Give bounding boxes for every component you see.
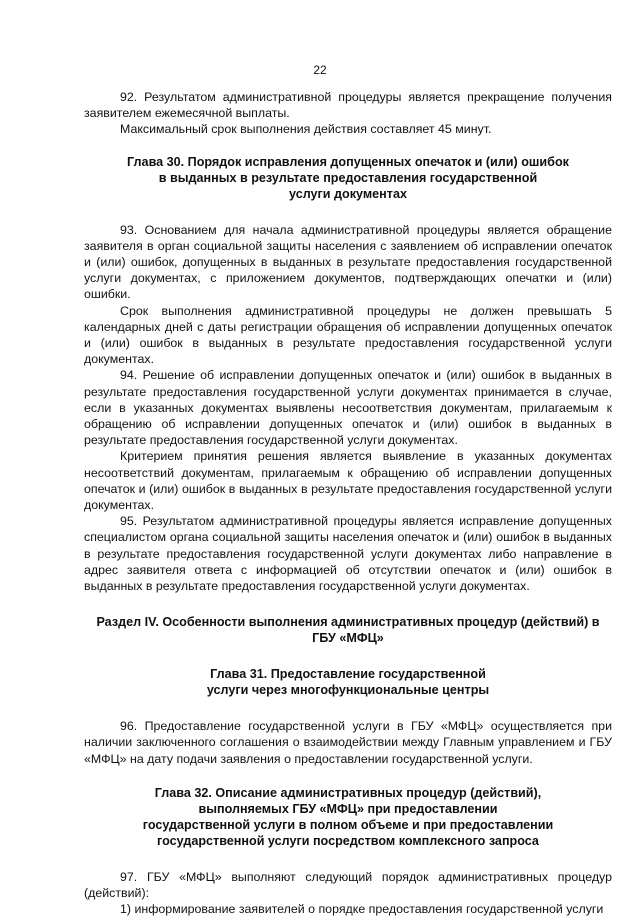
chapter-32-heading (84, 785, 612, 849)
chapter-31-heading (84, 666, 612, 698)
heading-line: государственной услуги посредством комплексного запроса (157, 833, 539, 848)
paragraph-92: 92. Результатом административной процедуры является прекращение получения заявителем ежемесячной выплаты. (84, 90, 612, 121)
heading-line: Раздел IV. Особенности выполнения административных процедур (действий) в (96, 615, 600, 630)
heading-line: в выданных в результате предоставления государственной (158, 170, 538, 185)
paragraph-95: 95. Результатом административной процедуры является исправление допущенных специалистом органа социальной защиты населения опечаток и (или) ошибок в выданных в результате предоставления государственной услуги документах либо направление в адрес заявителя ответа с информацией об отсутствии опечаток и (или) ошибок в выданных в результате предоставления государственной услуги документах. (84, 514, 612, 594)
heading-line: Глава 32. Описание административных процедур (действий), (154, 785, 542, 800)
heading-line: услуги через многофункциональные центры (206, 683, 490, 698)
section-4-heading (84, 614, 612, 646)
paragraph-93-deadline: Срок выполнения административной процедуры не должен превышать 5 календарных дней с даты регистрации обращения об исправлении допущенных опечаток и (или) ошибок в выданных в результате предоставления государственной услуги документах. (84, 303, 612, 367)
heading-line: выполняемых ГБУ «МФЦ» при предоставлении (198, 801, 498, 816)
paragraph-94-criterion: Критерием принятия решения является выявление в указанных документах несоответствий документам, прилагаемым к обращению об исправлении допущенных опечаток и (или) ошибок в выданных в результате предоставления государственной услуги документах. (84, 449, 612, 513)
page-number: 22 (313, 63, 327, 77)
paragraph-97-item-1: 1) информирование заявителей о порядке предоставления государственной услуги (120, 902, 604, 917)
chapter-30-heading (84, 154, 612, 202)
paragraph-96: 96. Предоставление государственной услуги в ГБУ «МФЦ» осуществляется при наличии заключенного соглашения о взаимодействии между Главным управлением и ГБУ «МФЦ» на дату подачи заявления о предоставлении государственной услуги. (84, 719, 612, 766)
heading-line: государственной услуги в полном объеме и при предоставлении (142, 817, 554, 832)
paragraph-92-max-time: Максимальный срок выполнения действия составляет 45 минут. (120, 122, 492, 137)
paragraph-97: 97. ГБУ «МФЦ» выполняют следующий порядок административных процедур (действий): (84, 869, 612, 901)
heading-line: Глава 30. Порядок исправления допущенных опечаток и (или) ошибок (127, 154, 569, 169)
heading-line: услуги документах (289, 186, 407, 201)
heading-line: ГБУ «МФЦ» (312, 631, 384, 646)
heading-line: Глава 31. Предоставление государственной (210, 667, 486, 682)
paragraph-94: 94. Решение об исправлении допущенных опечаток и (или) ошибок в выданных в результате предоставления государственной услуги документах принимается в случае, если в указанных документах выявлены несоответствия документам, прилагаемым к обращению об исправлении допущенных опечаток и (или) ошибок в выданных в результате предоставления государственной услуги документах. (84, 368, 612, 448)
paragraph-93: 93. Основанием для начала административной процедуры является обращение заявителя в орган социальной защиты населения с заявлением об исправлении опечаток и (или) ошибок, допущенных в выданных в результате предоставления государственной услуги документах, с приложением документов, подтверждающих опечатки и (или) ошибки. (84, 222, 612, 302)
page-content (84, 89, 612, 918)
